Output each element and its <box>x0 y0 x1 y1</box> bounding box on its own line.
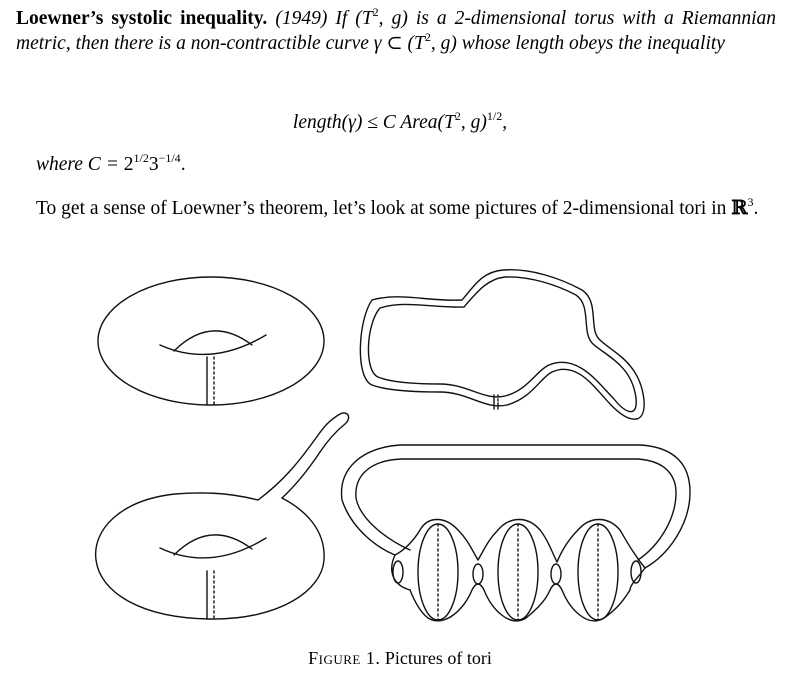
intro-text-2: . <box>753 198 759 219</box>
torus-symbol-a: T <box>361 8 373 29</box>
figure-caption <box>0 648 800 669</box>
intro-paragraph <box>16 195 776 221</box>
tori-figure <box>0 250 800 645</box>
constant-exp-1: 1/2 <box>133 151 149 165</box>
caption-label: Figure 1. <box>308 648 381 668</box>
constant-trailing: . <box>180 154 186 175</box>
constant-base-2: 3 <box>148 154 159 175</box>
theorem-heading: Loewner’s systolic inequality. <box>16 8 268 29</box>
intro-text-1: To get a sense of Loewner’s theorem, let’s look at some pictures of 2-dimensional tori in <box>36 198 732 219</box>
equation-trailing: , <box>502 112 508 133</box>
metric-symbol-b: , g <box>430 33 451 54</box>
theorem-statement <box>16 6 776 56</box>
constant-definition <box>36 152 796 177</box>
equation-exponent: 1/2 <box>486 109 503 123</box>
theorem-year: (1949) <box>275 8 328 29</box>
equation-lhs: length(γ) ≤ C Area( <box>292 112 444 133</box>
standard-torus <box>98 277 324 405</box>
reals-symbol: ℝ <box>731 196 748 219</box>
theorem-text-1: If ( <box>327 8 362 29</box>
metric-symbol-a: , g <box>378 8 402 29</box>
reals-exponent: 3 <box>747 195 754 209</box>
theorem-text-3: ) whose length obeys the inequality <box>450 33 725 54</box>
constant-exp-2: −1/4 <box>158 151 181 165</box>
equation-metric: , g) <box>460 112 487 133</box>
equation-torus-exponent: 2 <box>454 109 461 123</box>
where-lead: where C = <box>36 154 124 175</box>
equation-torus: T <box>444 112 455 133</box>
torus-with-handle <box>96 413 349 619</box>
beaded-torus <box>342 445 690 621</box>
constant-base-1: 2 <box>123 154 134 175</box>
theorem-text-2: ) is a 2-dimensional torus with a Riemannian metric, then there is a non-contractible curve γ ⊂ ( <box>16 8 777 54</box>
torus-symbol-b: T <box>414 33 425 54</box>
torus-exponent-b: 2 <box>424 30 431 44</box>
torus-exponent-a: 2 <box>372 5 379 19</box>
display-equation <box>0 109 800 134</box>
caption-text: Pictures of tori <box>380 648 492 668</box>
irregular-torus <box>360 270 644 419</box>
